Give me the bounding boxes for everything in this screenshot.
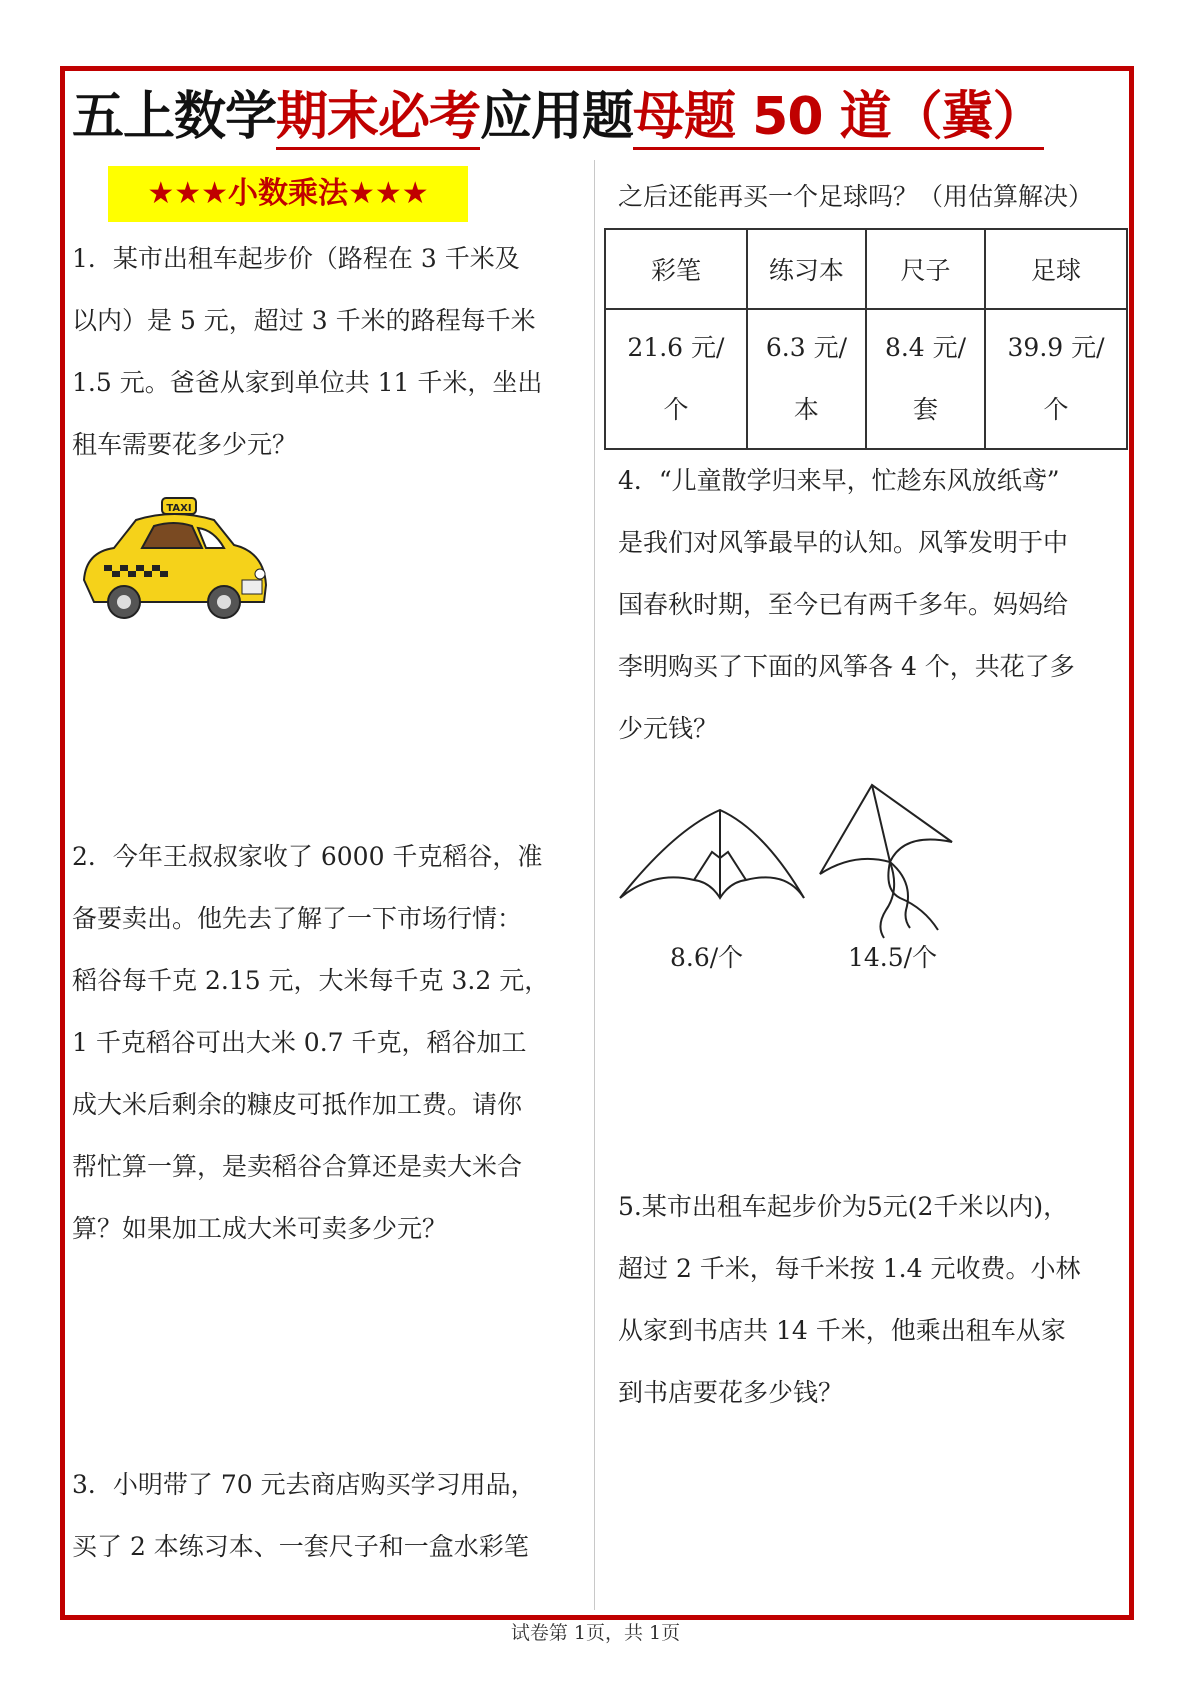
kite-price-1: 8.6/个 [670,943,744,972]
kite-price-2: 14.5/个 [848,943,938,972]
delta-kite-icon [620,810,804,898]
question-3 [72,1454,582,1578]
q3-line: 3．小明带了 70 元去商店购买学习用品， [72,1470,536,1499]
q1-line: 1．某市出租车起步价（路程在 3 千米及 [72,244,520,273]
table-header-cell: 足球 [985,229,1127,309]
q2-line: 2．今年王叔叔家收了 6000 千克稻谷，准 [72,842,543,871]
q5-line: 从家到书店共 14 千米，他乘出租车从家 [618,1316,1066,1345]
section-heading: ★★★小数乘法★★★ [108,166,468,222]
q1-line: 1.5 元。爸爸从家到单位共 11 千米，坐出 [72,368,543,397]
table-cell: 39.9 元/ 个 [985,309,1127,449]
question-4 [618,450,1128,760]
column-divider [594,160,595,1610]
svg-text:TAXI: TAXI [166,503,192,514]
q5-line: 到书店要花多少钱？ [618,1378,844,1407]
taxi-icon [74,490,274,630]
title-part-1: 五上数学 [72,87,277,147]
question-1 [72,228,582,476]
table-row [605,309,1127,449]
table-cell: 6.3 元/ 本 [747,309,866,449]
table-header-cell: 练习本 [747,229,866,309]
q4-line: 4．“儿童散学归来早，忙趁东风放纸鸢” [618,466,1060,495]
table-cell: 8.4 元/ 套 [866,309,985,449]
q1-line: 以内）是 5 元，超过 3 千米的路程每千米 [72,306,536,335]
table-cell: 21.6 元/ 个 [605,309,747,449]
title-part-4: 母题 50 道（冀） [633,87,1044,150]
q1-line: 租车需要花多少元？ [72,430,298,459]
q2-line: 算？如果加工成大米可卖多少元？ [72,1214,448,1243]
title-part-3: 应用题 [480,87,634,147]
price-table [604,228,1128,450]
page-footer: 试卷第 1页，共 1页 [510,1622,681,1644]
diamond-kite-icon [820,785,952,938]
q3-line: 买了 2 本练习本、一套尺子和一盒水彩笔 [72,1532,529,1561]
q2-line: 成大米后剩余的糠皮可抵作加工费。请你 [72,1090,523,1119]
q4-line: 国春秋时期，至今已有两千多年。妈妈给 [618,590,1069,619]
question-3-continued [618,166,1130,228]
q2-line: 稻谷每千克 2.15 元，大米每千克 3.2 元， [72,966,550,995]
table-header-cell: 彩笔 [605,229,747,309]
page-title [72,82,1044,152]
q5-line: 5.某市出租车起步价为5元(2千米以内)， [618,1192,1069,1221]
q5-line: 超过 2 千米，每千米按 1.4 元收费。小林 [618,1254,1081,1283]
q2-line: 1 千克稻谷可出大米 0.7 千克，稻谷加工 [72,1028,527,1057]
q2-line: 备要卖出。他先去了解了一下市场行情： [72,904,523,933]
question-5 [618,1176,1128,1424]
q4-line: 是我们对风筝最早的认知。风筝发明于中 [618,528,1069,557]
question-2 [72,826,582,1260]
table-header-cell: 尺子 [866,229,985,309]
q2-line: 帮忙算一算，是卖稻谷合算还是卖大米合 [72,1152,523,1181]
table-header-row [605,229,1127,309]
q4-line: 少元钱？ [618,714,719,743]
title-part-2: 期末必考 [276,87,480,150]
kites-illustration [614,770,954,940]
q4-line: 李明购买了下面的风筝各 4 个，共花了多 [618,652,1075,681]
q3-line: 之后还能再买一个足球吗？（用估算解决） [618,182,1094,211]
